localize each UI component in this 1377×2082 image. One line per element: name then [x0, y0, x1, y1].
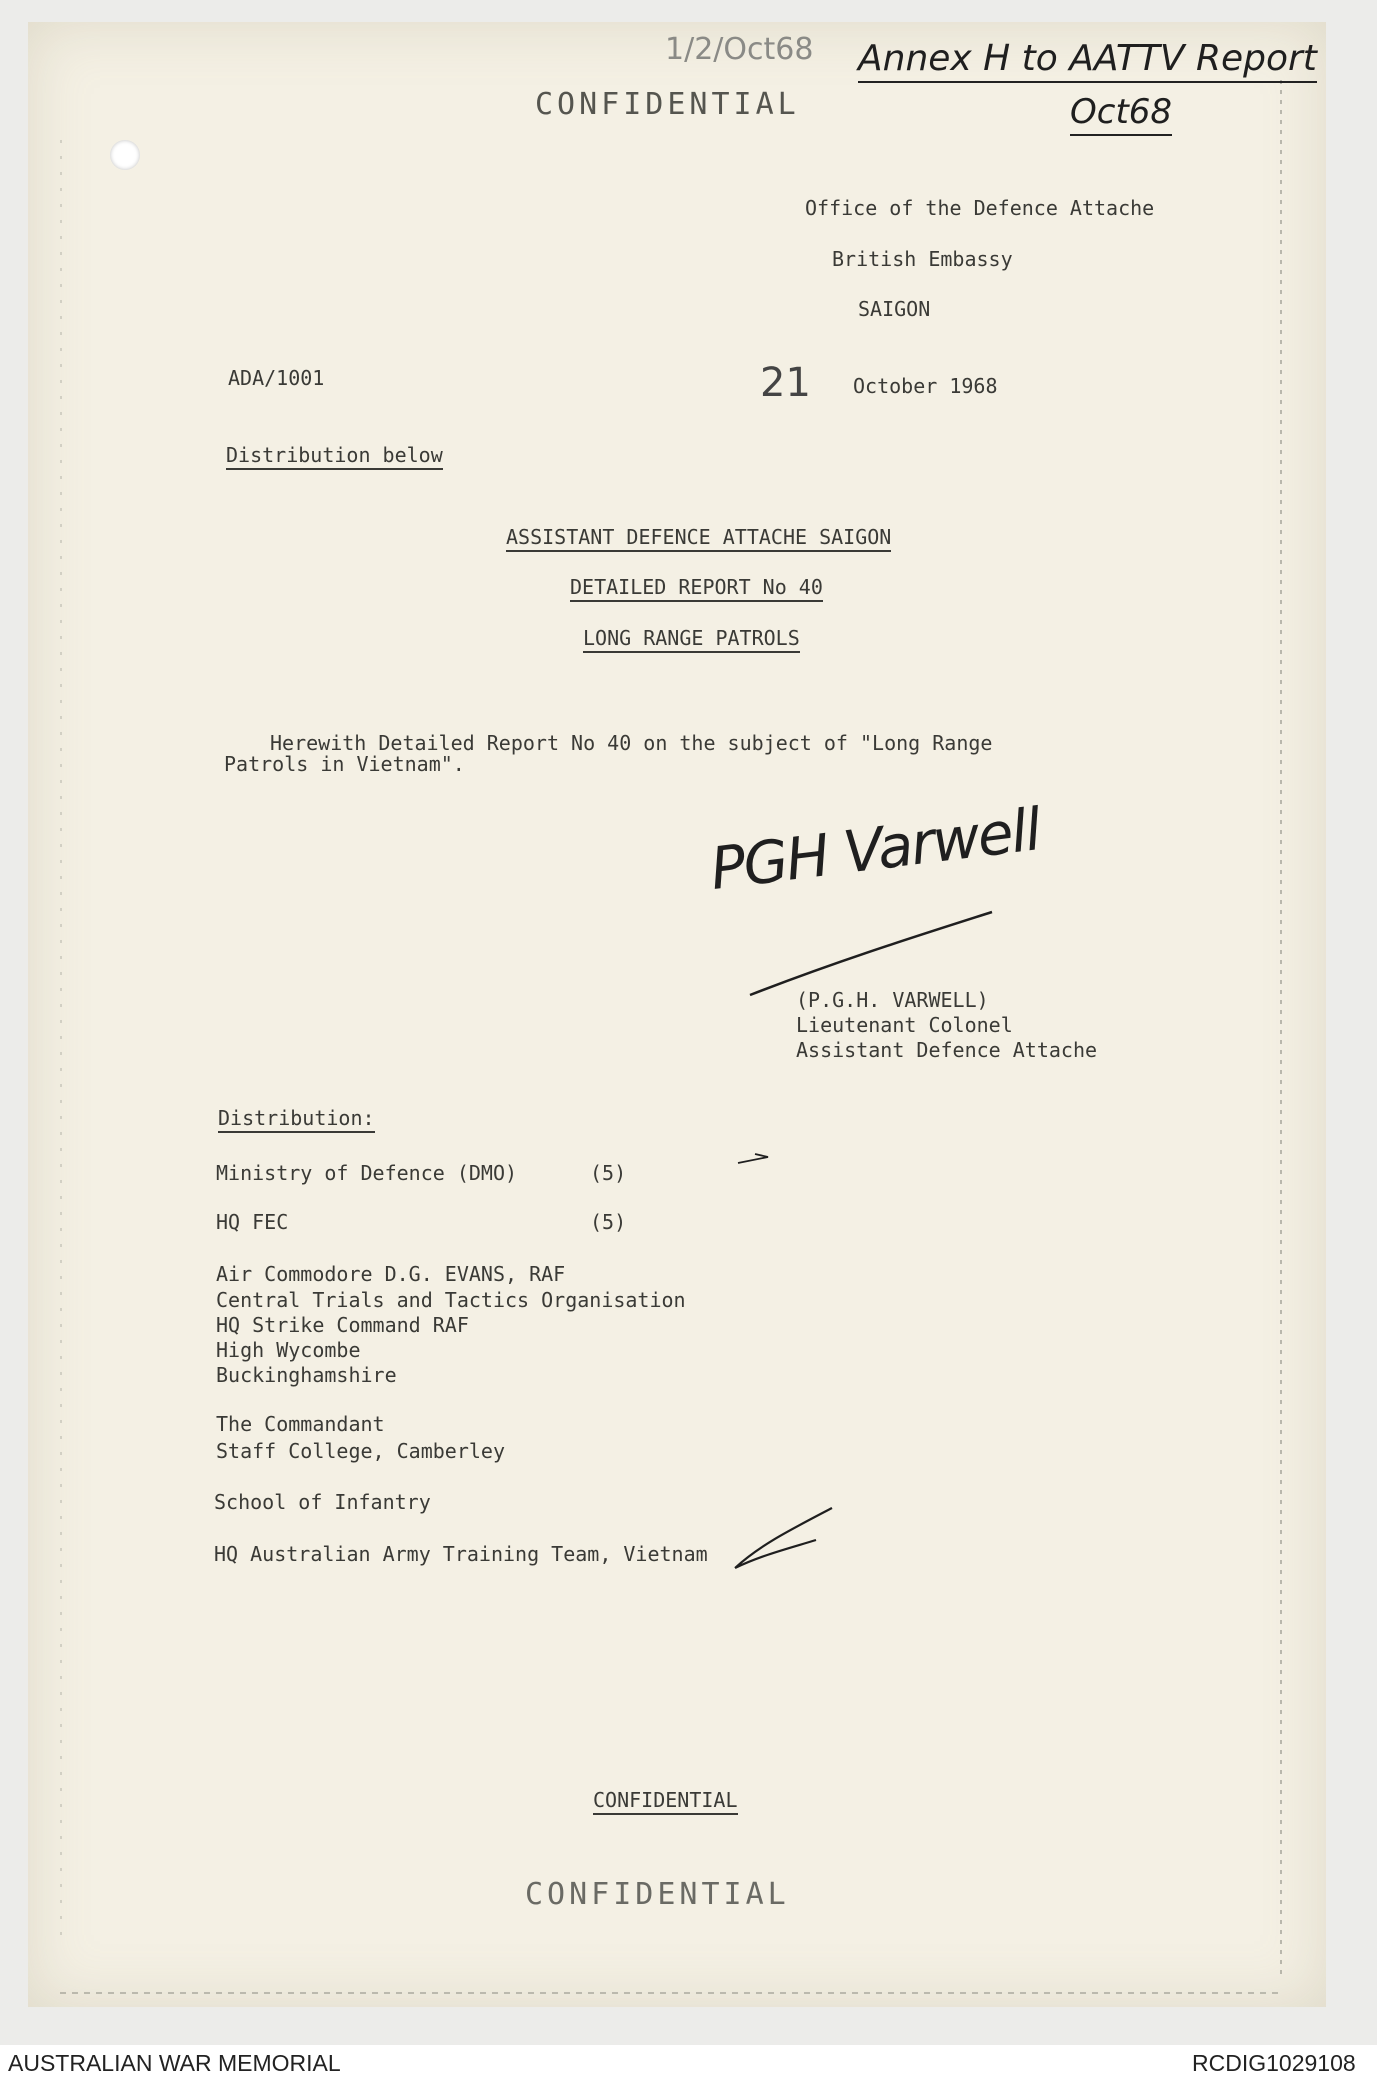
memo-title-1: ASSISTANT DEFENCE ATTACHE SAIGON: [506, 527, 891, 552]
signatory-role: Assistant Defence Attache: [796, 1038, 1098, 1062]
address-line: Air Commodore D.G. EVANS, RAF: [216, 1262, 566, 1286]
address-line: Central Trials and Tactics Organisation: [216, 1288, 686, 1312]
address-line: School of Infantry: [214, 1490, 431, 1514]
page-edge-right: [1280, 80, 1282, 1980]
embassy-line: British Embassy: [832, 247, 1013, 271]
body-line-1: Herewith Detailed Report No 40 on the subject of "Long Range: [270, 731, 993, 755]
page-edge-left: [60, 140, 62, 1940]
distribution-heading: Distribution:: [218, 1108, 375, 1133]
address-line: Buckinghamshire: [216, 1363, 397, 1387]
signature: PGH Varwell: [706, 795, 1044, 903]
page-edge-bottom: [60, 1992, 1280, 1994]
memo-title-2: DETAILED REPORT No 40: [570, 577, 823, 602]
city-line: SAIGON: [858, 297, 931, 321]
document-page: [28, 22, 1326, 2007]
reference-number: ADA/1001: [228, 366, 325, 390]
handwritten-annex-line: Annex H to AATTV Report: [858, 38, 1317, 83]
date-day-handwritten: 21: [760, 360, 811, 406]
footer-source: AUSTRALIAN WAR MEMORIAL: [8, 2050, 341, 2076]
address-line: The Commandant: [216, 1412, 385, 1436]
handwritten-annex-date: Oct68: [1070, 92, 1172, 136]
address-line: Staff College, Camberley: [216, 1439, 505, 1463]
distribution-entry-label: HQ FEC: [216, 1210, 289, 1234]
punch-hole: [110, 140, 140, 170]
distribution-entry-count: (5): [590, 1210, 627, 1234]
office-line: Office of the Defence Attache: [805, 196, 1155, 220]
date-line: October 1968: [853, 374, 998, 398]
address-line: HQ Strike Command RAF: [216, 1313, 469, 1337]
confidential-stamp-bottom: CONFIDENTIAL: [525, 1877, 790, 1912]
footer-id: RCDIG1029108: [1192, 2050, 1356, 2076]
signatory-rank: Lieutenant Colonel: [796, 1013, 1013, 1037]
signatory-name: (P.G.H. VARWELL): [796, 988, 989, 1012]
body-line-2: Patrols in Vietnam".: [224, 752, 465, 776]
distribution-entry-label: Ministry of Defence (DMO): [216, 1161, 518, 1185]
confidential-stamp-top: CONFIDENTIAL: [535, 87, 800, 122]
address-line: High Wycombe: [216, 1338, 361, 1362]
handwritten-reference: 1/2/Oct68: [665, 32, 814, 67]
distribution-entry-count: (5): [590, 1161, 627, 1185]
memo-title-3: LONG RANGE PATROLS: [583, 628, 800, 653]
distribution-note: Distribution below: [226, 445, 443, 470]
confidential-footer: CONFIDENTIAL: [593, 1790, 738, 1815]
address-line: HQ Australian Army Training Team, Vietnam: [214, 1542, 708, 1566]
